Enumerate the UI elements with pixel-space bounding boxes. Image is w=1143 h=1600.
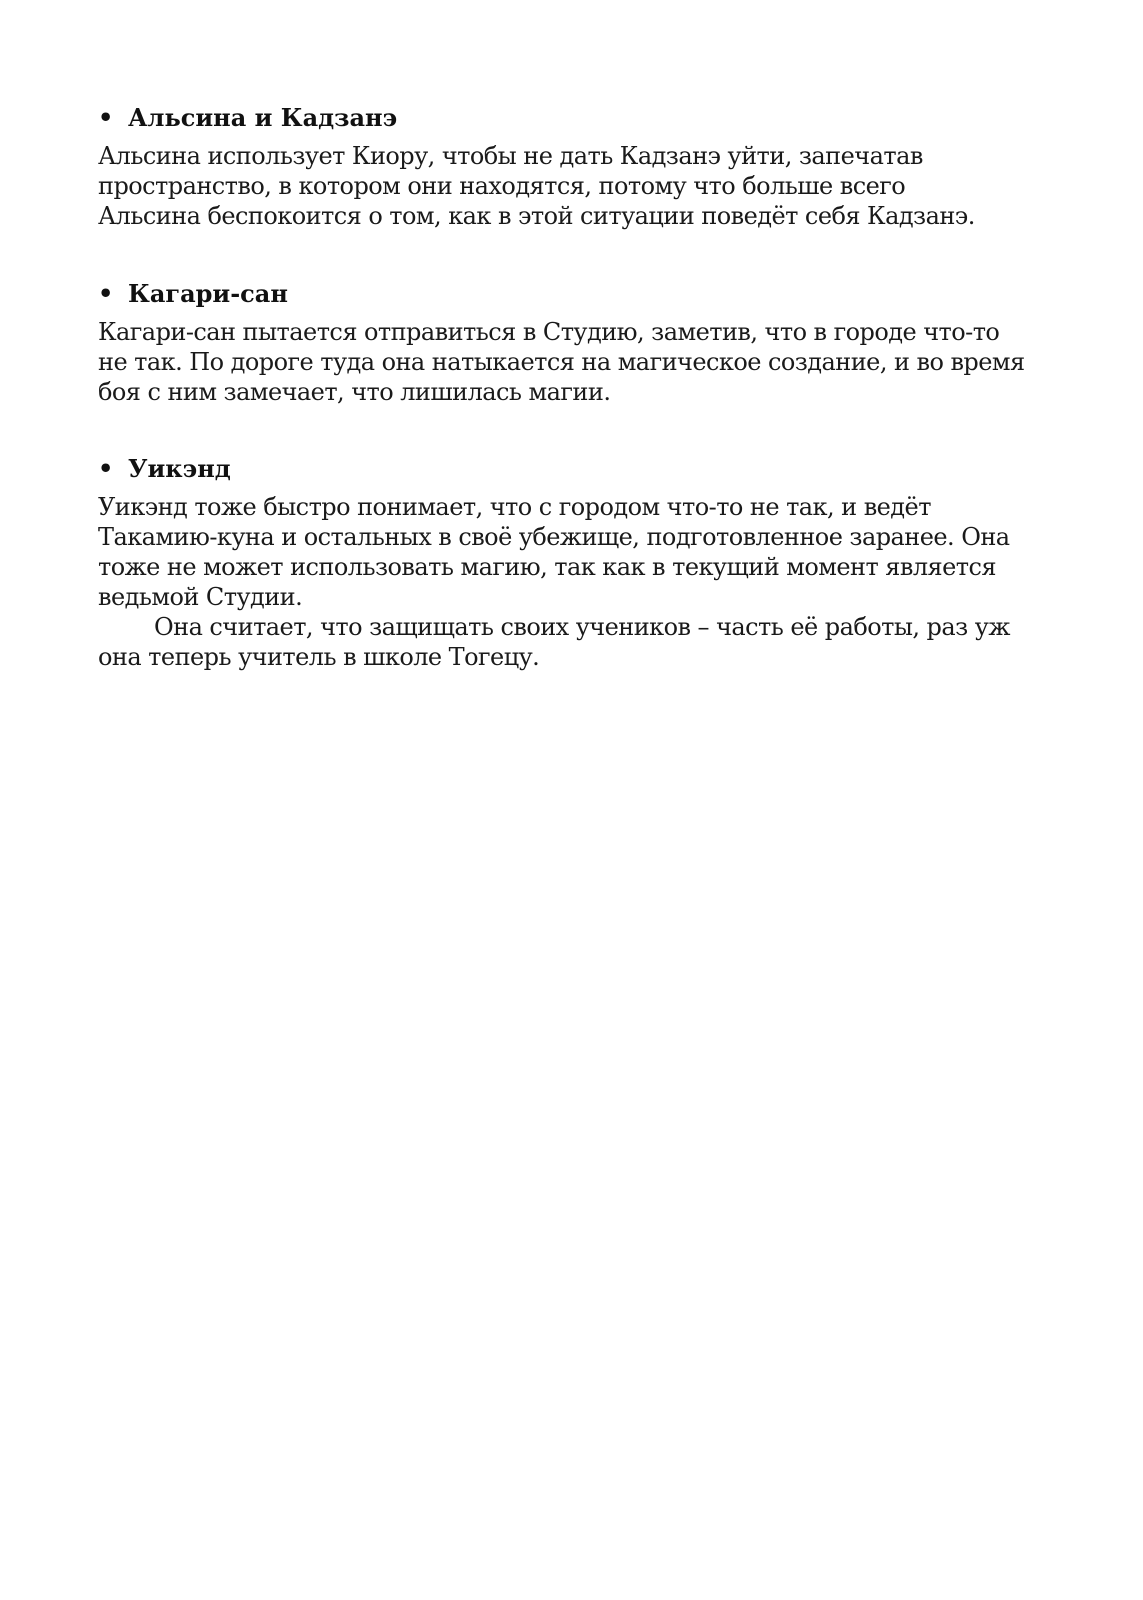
paragraph-line: не так. По дороге туда она натыкается на магическое создание, и во время — [98, 348, 1025, 376]
section-weekend — [98, 451, 1043, 672]
paragraph-line: ведьмой Студии. — [98, 583, 303, 611]
bullet-icon: • — [98, 453, 114, 483]
paragraph-line: пространство, в котором они находятся, потому что больше всего — [98, 172, 906, 200]
section-heading — [98, 451, 1043, 485]
section-body — [98, 492, 1043, 672]
paragraph-line: Такамию-куна и остальных в своё убежище, подготовленное заранее. Она — [98, 523, 1010, 551]
section-body — [98, 317, 1043, 407]
paragraph-line: она теперь учитель в школе Тогецу. — [98, 643, 540, 671]
paragraph-line: Кагари-сан пытается отправиться в Студию, заметив, что в городе что-то — [98, 318, 1000, 346]
paragraph-line: Уикэнд тоже быстро понимает, что с городом что-то не так, и ведёт — [98, 493, 931, 521]
bullet-icon: • — [98, 278, 114, 308]
section-title: Альсина и Кадзанэ — [128, 102, 398, 132]
paragraph-line-indented: Она считает, что защищать своих учеников – часть её работы, раз уж — [154, 613, 1010, 641]
paragraph-line: боя с ним замечает, что лишилась магии. — [98, 378, 611, 406]
section-alsina-kazane — [98, 100, 1043, 231]
bullet-icon: • — [98, 102, 114, 132]
paragraph-line: тоже не может использовать магию, так как в текущий момент является — [98, 553, 996, 581]
section-heading — [98, 100, 1043, 134]
section-kagari-san — [98, 276, 1043, 407]
section-body — [98, 141, 1043, 231]
paragraph-line: Альсина использует Киору, чтобы не дать Кадзанэ уйти, запечатав — [98, 142, 923, 170]
section-title: Кагари-сан — [128, 278, 288, 308]
section-heading — [98, 276, 1043, 310]
section-title: Уикэнд — [128, 453, 231, 483]
paragraph-line: Альсина беспокоится о том, как в этой ситуации поведёт себя Кадзанэ. — [98, 202, 975, 230]
